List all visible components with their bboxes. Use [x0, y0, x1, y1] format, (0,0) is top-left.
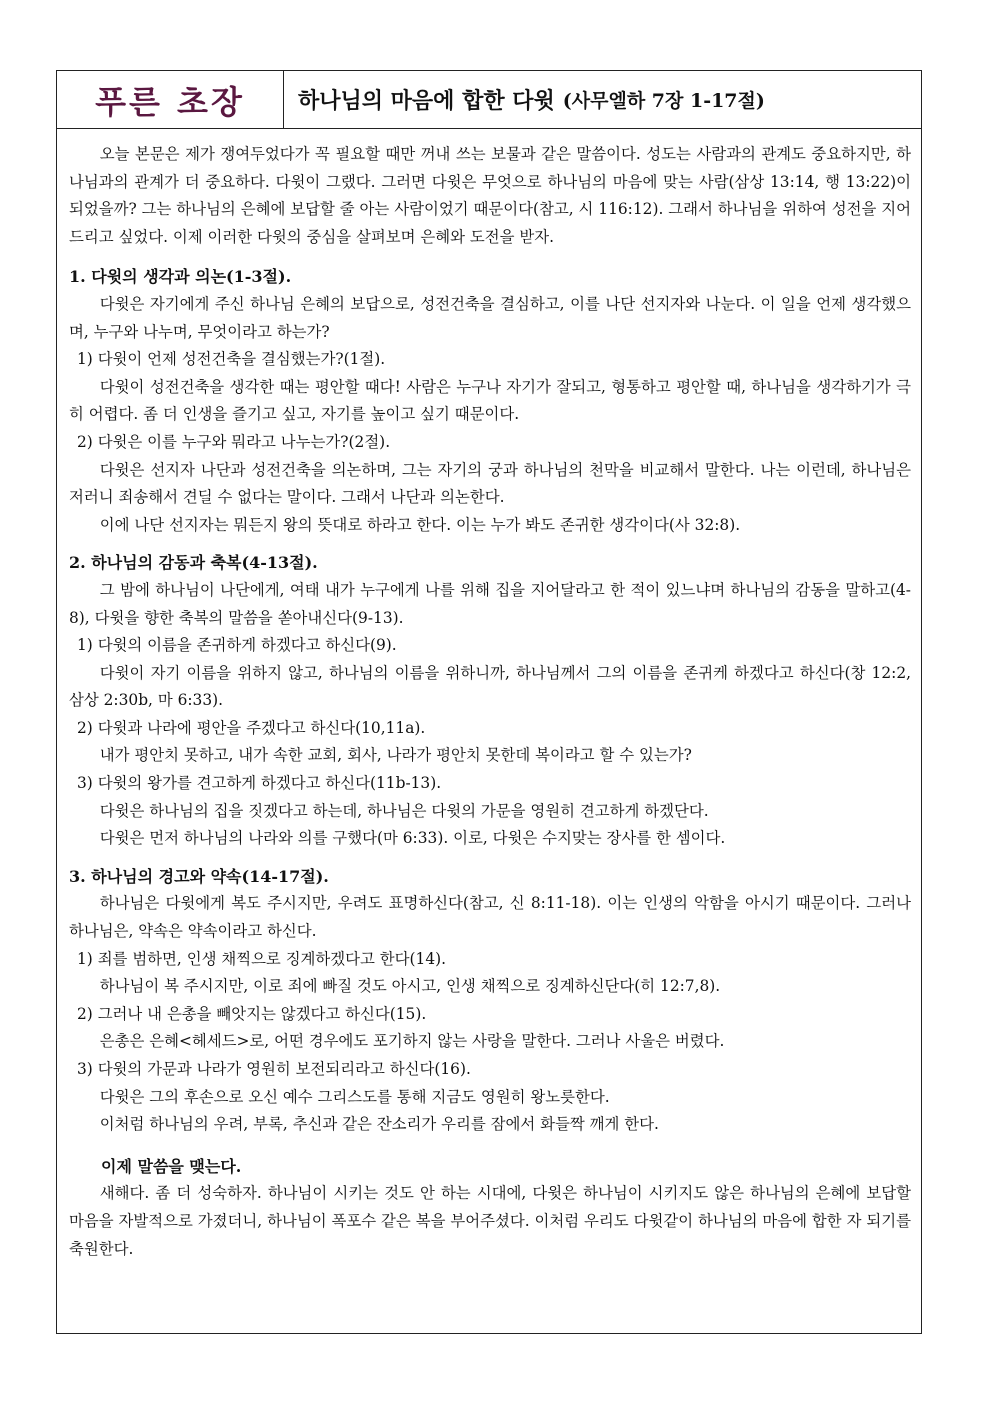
section-2-paragraph: 다윗은 하나님의 집을 짓겠다고 하는데, 하나님은 다윗의 가문을 영원히 견고하게 하겠단다. — [99, 801, 709, 820]
bulletin-frame — [56, 70, 922, 1334]
section-2-paragraph: 다윗이 자기 이름을 위하지 않고, 하나님의 이름을 위하니까, 하나님께서 그의 이름을 존귀케 하겠다고 하신다(창 12:2, 삼상 2:30b, 마 6:33). — [69, 663, 911, 710]
brand-box — [57, 71, 284, 128]
sermon-title-text: 하나님의 마음에 합한 다윗 — [298, 88, 555, 114]
intro-paragraph: 오늘 본문은 제가 쟁여두었다가 꼭 필요할 때만 꺼내 쓰는 보물과 같은 말씀이다. 성도는 사람과의 관계도 중요하지만, 하나님과의 관계가 더 중요하다. 다윗이 그랬다. 그러면 다윗은 무엇으로 하나님의 마음에 맞는 사람(삼상 13:14, 행 13:22)이 되었을까? 그는 하나님의 은혜에 보답할 줄 아는 사람이었기 때문이다(참고, 시 116:12). 그래서 하나님을 위하여 성전을 지어 드리고 싶었다. 이제 이러한 다윗의 중심을 살펴보며 은혜와 도전을 받자. — [69, 145, 911, 246]
conclusion-heading: 이제 말씀을 맺는다. — [101, 1156, 242, 1176]
sermon-title — [284, 71, 921, 128]
conclusion-paragraph: 새해다. 좀 더 성숙하자. 하나님이 시키는 것도 안 하는 시대에, 다윗은 하나님이 시키지도 않은 하나님의 은혜에 보답할 마음을 자발적으로 가졌더니, 하나님이 폭포수 같은 복을 부어주셨다. 이처럼 우리도 다윗같이 하나님의 마음에 합한 자 되기를 축원한다. — [69, 1184, 911, 1258]
section-2-point-1: 1) 다윗의 이름을 존귀하게 하겠다고 하신다(9). — [77, 636, 397, 655]
section-3-point-3: 3) 다윗의 가문과 나라가 영원히 보전되리라고 하신다(16). — [77, 1060, 471, 1078]
section-3-paragraph: 이처럼 하나님의 우려, 부록, 추신과 같은 잔소리가 우리를 잠에서 화들짝 깨게 한다. — [99, 1115, 659, 1134]
section-3-paragraph: 다윗은 그의 후손으로 오신 예수 그리스도를 통해 지금도 영원히 왕노릇한다. — [99, 1087, 610, 1106]
section-3-heading: 3. 하나님의 경고와 약속(14-17절). — [69, 866, 329, 886]
section-1-point-2: 2) 다윗은 이를 누구와 뭐라고 나누는가?(2절). — [77, 432, 391, 451]
section-2-point-2: 2) 다윗과 나라에 평안을 주겠다고 하신다(10,11a). — [77, 718, 426, 737]
section-1-paragraph: 다윗이 성전건축을 생각한 때는 평안할 때다! 사람은 누구나 자기가 잘되고, 형통하고 평안할 때, 하나님을 생각하기가 극히 어렵다. 좀 더 인생을 즐기고 싶고, 자기를 높이고 싶기 때문이다. — [69, 377, 911, 424]
section-3-point-2: 2) 그러나 내 은총을 빼앗지는 않겠다고 하신다(15). — [77, 1004, 427, 1023]
scripture-reference: (사무엘하 7장 1-17절) — [562, 90, 765, 112]
section-1-paragraph: 다윗은 자기에게 주신 하나님 은혜의 보답으로, 성전건축을 결심하고, 이를 나단 선지자와 나눈다. 이 일을 언제 생각했으며, 누구와 나누며, 무엇이라고 하는가? — [69, 294, 911, 341]
section-1-heading: 1. 다윗의 생각과 의논(1-3절). — [69, 267, 292, 287]
brand-title: 푸른 초장 — [95, 82, 245, 121]
sermon-body — [57, 129, 921, 1263]
section-1-paragraph: 이에 나단 선지자는 뭐든지 왕의 뜻대로 하라고 한다. 이는 누가 봐도 존귀한 생각이다(사 32:8). — [99, 515, 741, 534]
section-3-point-1: 1) 죄를 범하면, 인생 채찍으로 징계하겠다고 한다(14). — [77, 949, 447, 968]
section-3-paragraph: 은총은 은혜<헤세드>로, 어떤 경우에도 포기하지 않는 사랑을 말한다. 그러나 사울은 버렸다. — [99, 1032, 725, 1051]
section-1-paragraph: 다윗은 선지자 나단과 성전건축을 의논하며, 그는 자기의 궁과 하나님의 천막을 비교해서 말한다. 나는 이런데, 하나님은 저러니 죄송해서 견딜 수 없다는 말이다. 그래서 나단과 의논한다. — [69, 460, 911, 507]
section-2-heading: 2. 하나님의 감동과 축복(4-13절). — [69, 553, 318, 573]
section-3-paragraph: 하나님은 다윗에게 복도 주시지만, 우려도 표명하신다(참고, 신 8:11-18). 이는 인생의 악함을 아시기 때문이다. 그러나 하나님은, 약속은 약속이라고 하신다. — [69, 894, 911, 941]
section-3-paragraph: 하나님이 복 주시지만, 이로 죄에 빠질 것도 아시고, 인생 채찍으로 징계하신단다(히 12:7,8). — [99, 977, 721, 996]
section-2-paragraph: 그 밤에 하나님이 나단에게, 여태 내가 누구에게 나를 위해 집을 지어달라고 한 적이 있느냐며 하나님의 감동을 말하고(4-8), 다윗을 향한 축복의 말씀을 쏟아내신다(9-13). — [69, 580, 911, 627]
section-2-paragraph: 다윗은 먼저 하나님의 나라와 의를 구했다(마 6:33). 이로, 다윗은 수지맞는 장사를 한 셈이다. — [99, 829, 726, 848]
section-2-point-3: 3) 다윗의 왕가를 견고하게 하겠다고 하신다(11b-13). — [77, 774, 442, 793]
section-1-point-1: 1) 다윗이 언제 성전건축을 결심했는가?(1절). — [77, 350, 386, 369]
header — [57, 71, 921, 129]
section-2-paragraph: 내가 평안치 못하고, 내가 속한 교회, 회사, 나라가 평안치 못한데 복이라고 할 수 있는가? — [99, 746, 692, 765]
